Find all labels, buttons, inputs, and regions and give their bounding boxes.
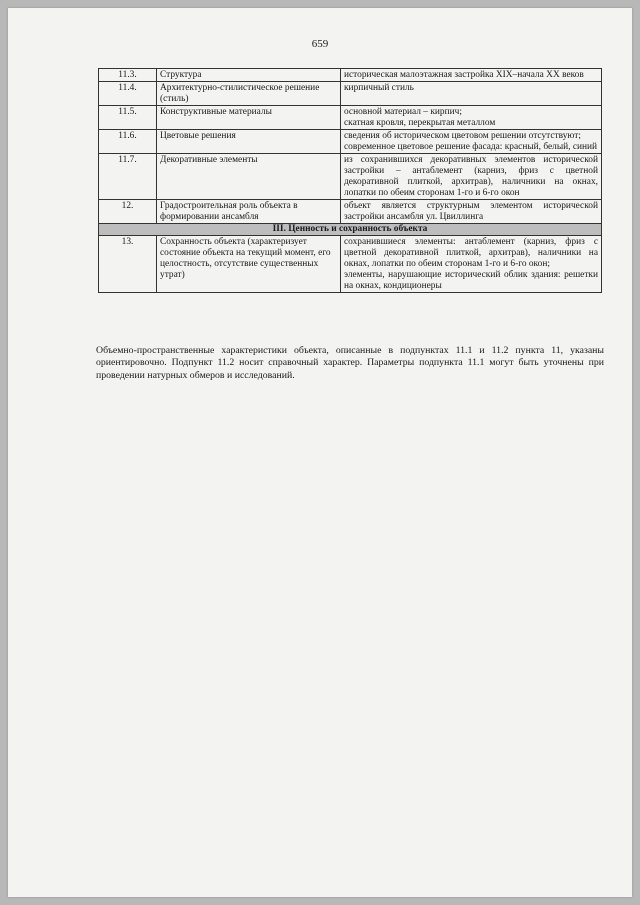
row-name: Сохранность объекта (характеризует состояние объекта на текущий момент, его целостность, отсутствие существенных утрат) xyxy=(157,236,341,293)
value-line: из сохранившихся декоративных элементов исторической застройки – антаблемент (карниз, фриз с цветной декоративной плиткой, архитрав), наличники на окнах, лопатки по обеим сторонам 1-го и 6-го окон xyxy=(344,155,598,198)
row-value xyxy=(341,236,602,293)
row-value xyxy=(341,82,602,106)
value-line: основной материал – кирпич; xyxy=(344,107,462,117)
row-value xyxy=(341,200,602,224)
row-name: Конструктивные материалы xyxy=(157,106,341,130)
section-heading: III. Ценность и сохранность объекта xyxy=(99,224,602,236)
object-properties-table xyxy=(98,68,602,293)
row-name: Архитектурно-стилистическое решение (стиль) xyxy=(157,82,341,106)
row-number: 11.7. xyxy=(99,154,157,200)
table-row xyxy=(99,200,602,224)
row-number: 11.6. xyxy=(99,130,157,154)
value-line: элементы, нарушающие исторический облик здания: решетки на окнах, кондиционеры xyxy=(344,270,598,291)
document-page xyxy=(8,8,632,897)
table-row xyxy=(99,236,602,293)
row-name: Градостроительная роль объекта в формировании ансамбля xyxy=(157,200,341,224)
table-row xyxy=(99,69,602,82)
row-value xyxy=(341,106,602,130)
table-row xyxy=(99,154,602,200)
value-line: современное цветовое решение фасада: красный, белый, синий xyxy=(344,142,598,152)
row-name: Цветовые решения xyxy=(157,130,341,154)
row-number: 13. xyxy=(99,236,157,293)
section-heading-row xyxy=(99,224,602,236)
row-name: Структура xyxy=(157,69,341,82)
row-number: 11.4. xyxy=(99,82,157,106)
value-line: объект является структурным элементом исторической застройки ансамбля ул. Цвиллинга xyxy=(344,201,598,222)
table-row xyxy=(99,106,602,130)
row-number: 11.3. xyxy=(99,69,157,82)
footnote-paragraph: Объемно-пространственные характеристики объекта, описанные в подпунктах 11.1 и 11.2 пункта 11, указаны ориентировочно. Подпункт 11.2 носит справочный характер. Параметры подпункта 11.1 могут быть уточнены при проведении натурных обмеров и исследований. xyxy=(96,344,604,381)
table-row xyxy=(99,130,602,154)
value-line: кирпичный стиль xyxy=(344,83,414,93)
row-number: 12. xyxy=(99,200,157,224)
table-row xyxy=(99,82,602,106)
row-value xyxy=(341,69,602,82)
value-line: скатная кровля, перекрытая металлом xyxy=(344,118,496,128)
row-name: Декоративные элементы xyxy=(157,154,341,200)
page-number: 659 xyxy=(311,38,329,50)
row-value xyxy=(341,154,602,200)
row-number: 11.5. xyxy=(99,106,157,130)
value-line: сохранившиеся элементы: антаблемент (карниз, фриз с цветной декоративной плиткой, архитрав), наличники на окнах, лопатки по обеим сторонам 1-го и 6-го окон; xyxy=(344,237,598,269)
value-line: сведения об историческом цветовом решении отсутствуют; xyxy=(344,131,581,141)
row-value xyxy=(341,130,602,154)
value-line: историческая малоэтажная застройка XIX–начала XX веков xyxy=(344,70,584,80)
